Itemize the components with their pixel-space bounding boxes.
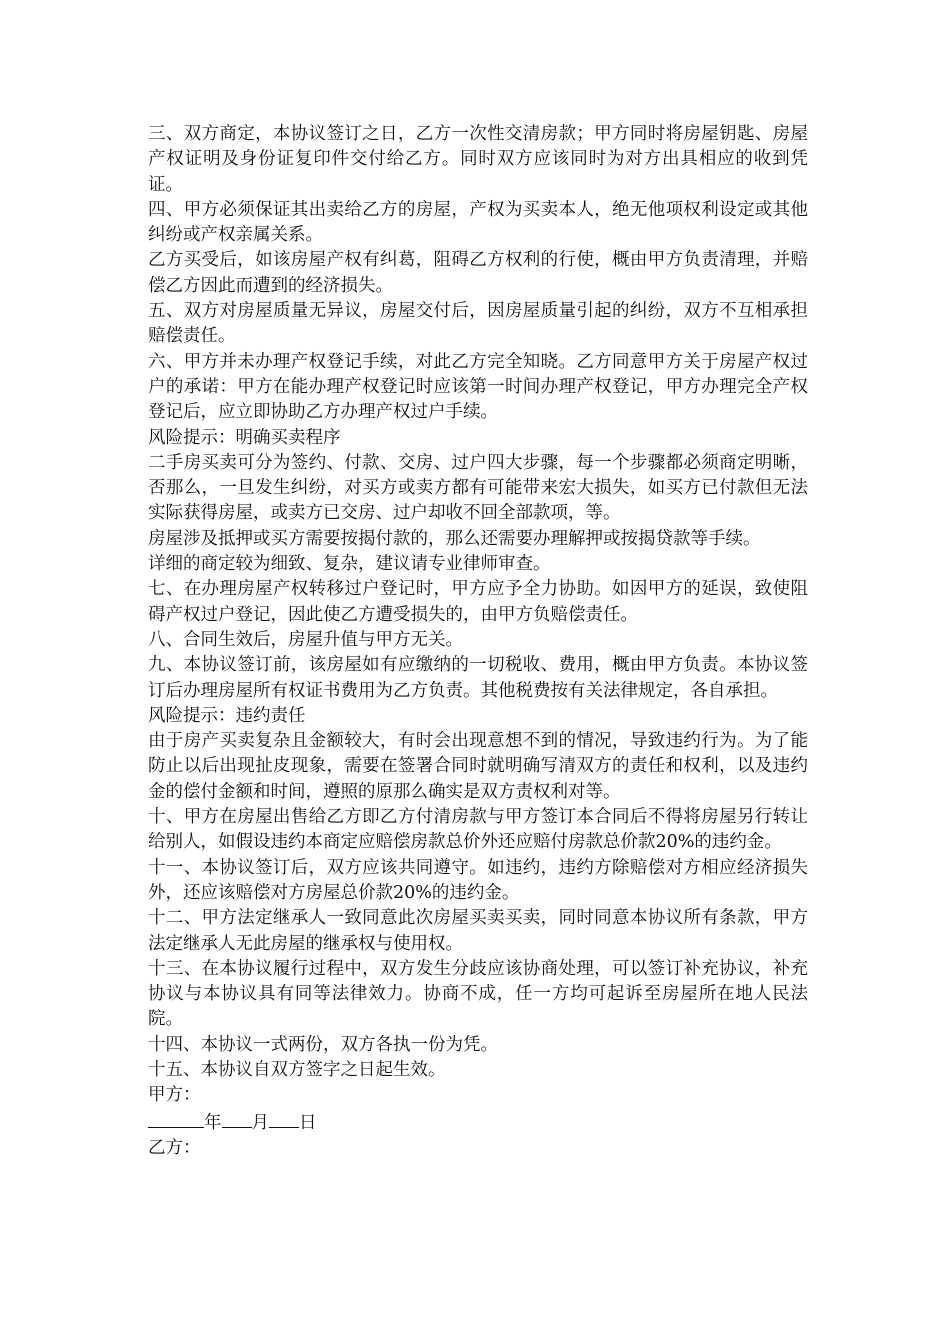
clause-12: 十二、甲方法定继承人一致同意此次房屋买卖买卖，同时同意本协议所有条款，甲方法定继承人无此房屋的继承权与使用权。 bbox=[148, 908, 808, 954]
risk-tip-heading-procedure: 风险提示：明确买卖程序 bbox=[148, 427, 341, 448]
clause-15: 十五、本协议自双方签字之日起生效。 bbox=[148, 1059, 446, 1080]
year-label: 年 bbox=[204, 1112, 222, 1133]
document-body bbox=[148, 122, 808, 1161]
year-blank bbox=[148, 1109, 204, 1128]
party-a-signature-label: 甲方： bbox=[148, 1085, 201, 1106]
clause-4-continued: 乙方买受后，如该房屋产权有纠葛，阻碍乙方权利的行使，概由甲方负责清理，并赔偿乙方因此而遭到的经济损失。 bbox=[148, 250, 808, 296]
risk-tip-default-text: 由于房产买卖复杂且金额较大，有时会出现意想不到的情况，导致违约行为。为了能防止以后出现扯皮现象，需要在签署合同时就明确写清双方的责任和权利，以及违约金的偿付金额和时间，遵照的原那么确实是双方责权利对等。 bbox=[148, 731, 808, 802]
risk-tip-lawyer-text: 详细的商定较为细致、复杂，建议请专业律师审查。 bbox=[148, 554, 551, 575]
clause-3: 三、双方商定，本协议签订之日，乙方一次性交清房款；甲方同时将房屋钥匙、房屋产权证明及身份证复印件交付给乙方。同时双方应该同时为对方出具相应的收到凭证。 bbox=[148, 124, 808, 195]
risk-tip-procedure-text: 二手房买卖可分为签约、付款、交房、过户四大步骤，每一个步骤都必须商定明晰，否那么，一旦发生纠纷，对买方或卖方都有可能带来宏大损失，如买方已付款但无法实际获得房屋，或卖方已交房、过户却收不回全部款项，等。 bbox=[148, 452, 808, 524]
clause-8: 八、合同生效后，房屋升值与甲方无关。 bbox=[148, 629, 463, 650]
month-label: 月 bbox=[251, 1112, 269, 1133]
clause-9: 九、本协议签订前，该房屋如有应缴纳的一切税收、费用，概由甲方负责。本协议签订后办理房屋所有权证书费用为乙方负责。其他税费按有关法律规定，各自承担。 bbox=[148, 655, 808, 701]
clause-7: 七、在办理房屋产权转移过户登记时，甲方应予全力协助。如因甲方的延误，致使阻碍产权过户登记，因此使乙方遭受损失的，由甲方负赔偿责任。 bbox=[148, 579, 808, 625]
day-blank bbox=[269, 1109, 299, 1128]
clause-13: 十三、在本协议履行过程中，双方发生分歧应该协商处理，可以签订补充协议，补充协议与本协议具有同等法律效力。协商不成，任一方均可起诉至房屋所在地人民法院。 bbox=[148, 958, 808, 1030]
clause-6: 六、甲方并未办理产权登记手续，对此乙方完全知晓。乙方同意甲方关于房屋产权过户的承诺：甲方在能办理产权登记时应该第一时间办理产权登记，甲方办理完全产权登记后，应立即协助乙方办理产权过户手续。 bbox=[148, 351, 808, 423]
risk-tip-mortgage-text: 房屋涉及抵押或买方需要按揭付款的，那么还需要办理解押或按揭贷款等手续。 bbox=[148, 528, 761, 549]
clause-10: 十、甲方在房屋出售给乙方即乙方付清房款与甲方签订本合同后不得将房屋另行转让给别人，如假设违约本商定应赔偿房款总价外还应赔付房款总价款20%的违约金。 bbox=[148, 807, 808, 853]
clause-11: 十一、本协议签订后，双方应该共同遵守。如违约，违约方除赔偿对方相应经济损失外，还应该赔偿对方房屋总价款20%的违约金。 bbox=[148, 857, 808, 903]
risk-tip-heading-default: 风险提示：违约责任 bbox=[148, 705, 306, 726]
clause-5: 五、双方对房屋质量无异议，房屋交付后，因房屋质量引起的纠纷，双方不互相承担赔偿责任。 bbox=[148, 301, 808, 347]
month-blank bbox=[222, 1109, 252, 1128]
clause-4: 四、甲方必须保证其出卖给乙方的房屋，产权为买卖本人，绝无他项权利设定或其他纠纷或产权亲属关系。 bbox=[148, 199, 808, 246]
party-b-signature-label: 乙方： bbox=[148, 1137, 201, 1158]
day-label: 日 bbox=[299, 1112, 317, 1133]
signature-date-line bbox=[148, 1109, 808, 1136]
clause-14: 十四、本协议一式两份，双方各执一份为凭。 bbox=[148, 1034, 498, 1055]
